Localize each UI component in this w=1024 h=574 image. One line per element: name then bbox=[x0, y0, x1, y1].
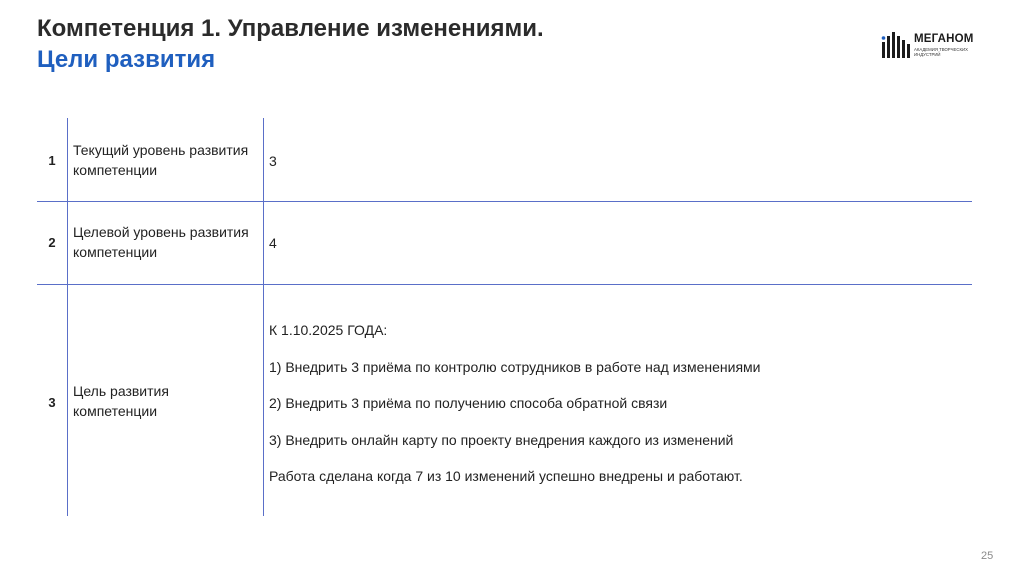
row-value: 3 bbox=[269, 153, 277, 169]
row-number: 1 bbox=[48, 153, 56, 168]
logo-subtitle: АКАДЕМИЯ ТВОРЧЕСКИХ ИНДУСТРИЙ bbox=[914, 47, 968, 57]
column-divider-2 bbox=[263, 118, 264, 516]
goal-item: 3) Внедрить онлайн карту по проекту внедрения каждого из изменений bbox=[269, 431, 734, 448]
goal-deadline: К 1.10.2025 ГОДА: bbox=[269, 322, 388, 338]
goal-item: 2) Внедрить 3 приёма по получению способа обратной связи bbox=[269, 395, 668, 411]
row-number: 2 bbox=[48, 235, 56, 250]
page-title bbox=[37, 13, 544, 75]
title-line-1: Компетенция 1. Управление изменениями. bbox=[37, 15, 544, 42]
title-line-2: Цели развития bbox=[37, 46, 216, 73]
logo-brand: МЕГАНОМ bbox=[914, 33, 974, 45]
logo-bars-icon bbox=[880, 30, 914, 60]
row-divider-1 bbox=[37, 201, 972, 202]
row-divider-2 bbox=[37, 284, 972, 285]
goal-list bbox=[269, 320, 760, 503]
column-divider-1 bbox=[67, 118, 68, 516]
page-number: 25 bbox=[981, 550, 994, 562]
row-label: Цель развития компетенции bbox=[73, 383, 169, 419]
goal-criterion: Работа сделана когда 7 из 10 изменений успешно внедрены и работают. bbox=[269, 468, 743, 484]
row-value: 4 bbox=[269, 235, 277, 251]
meganom-logo bbox=[880, 30, 980, 60]
goal-item: 1) Внедрить 3 приёма по контролю сотрудников в работе над изменениями bbox=[269, 358, 761, 375]
goals-table bbox=[37, 118, 972, 516]
row-number: 3 bbox=[48, 395, 56, 410]
row-label: Целевой уровень развития компетенции bbox=[73, 224, 249, 260]
row-label: Текущий уровень развития компетенции bbox=[73, 142, 249, 178]
